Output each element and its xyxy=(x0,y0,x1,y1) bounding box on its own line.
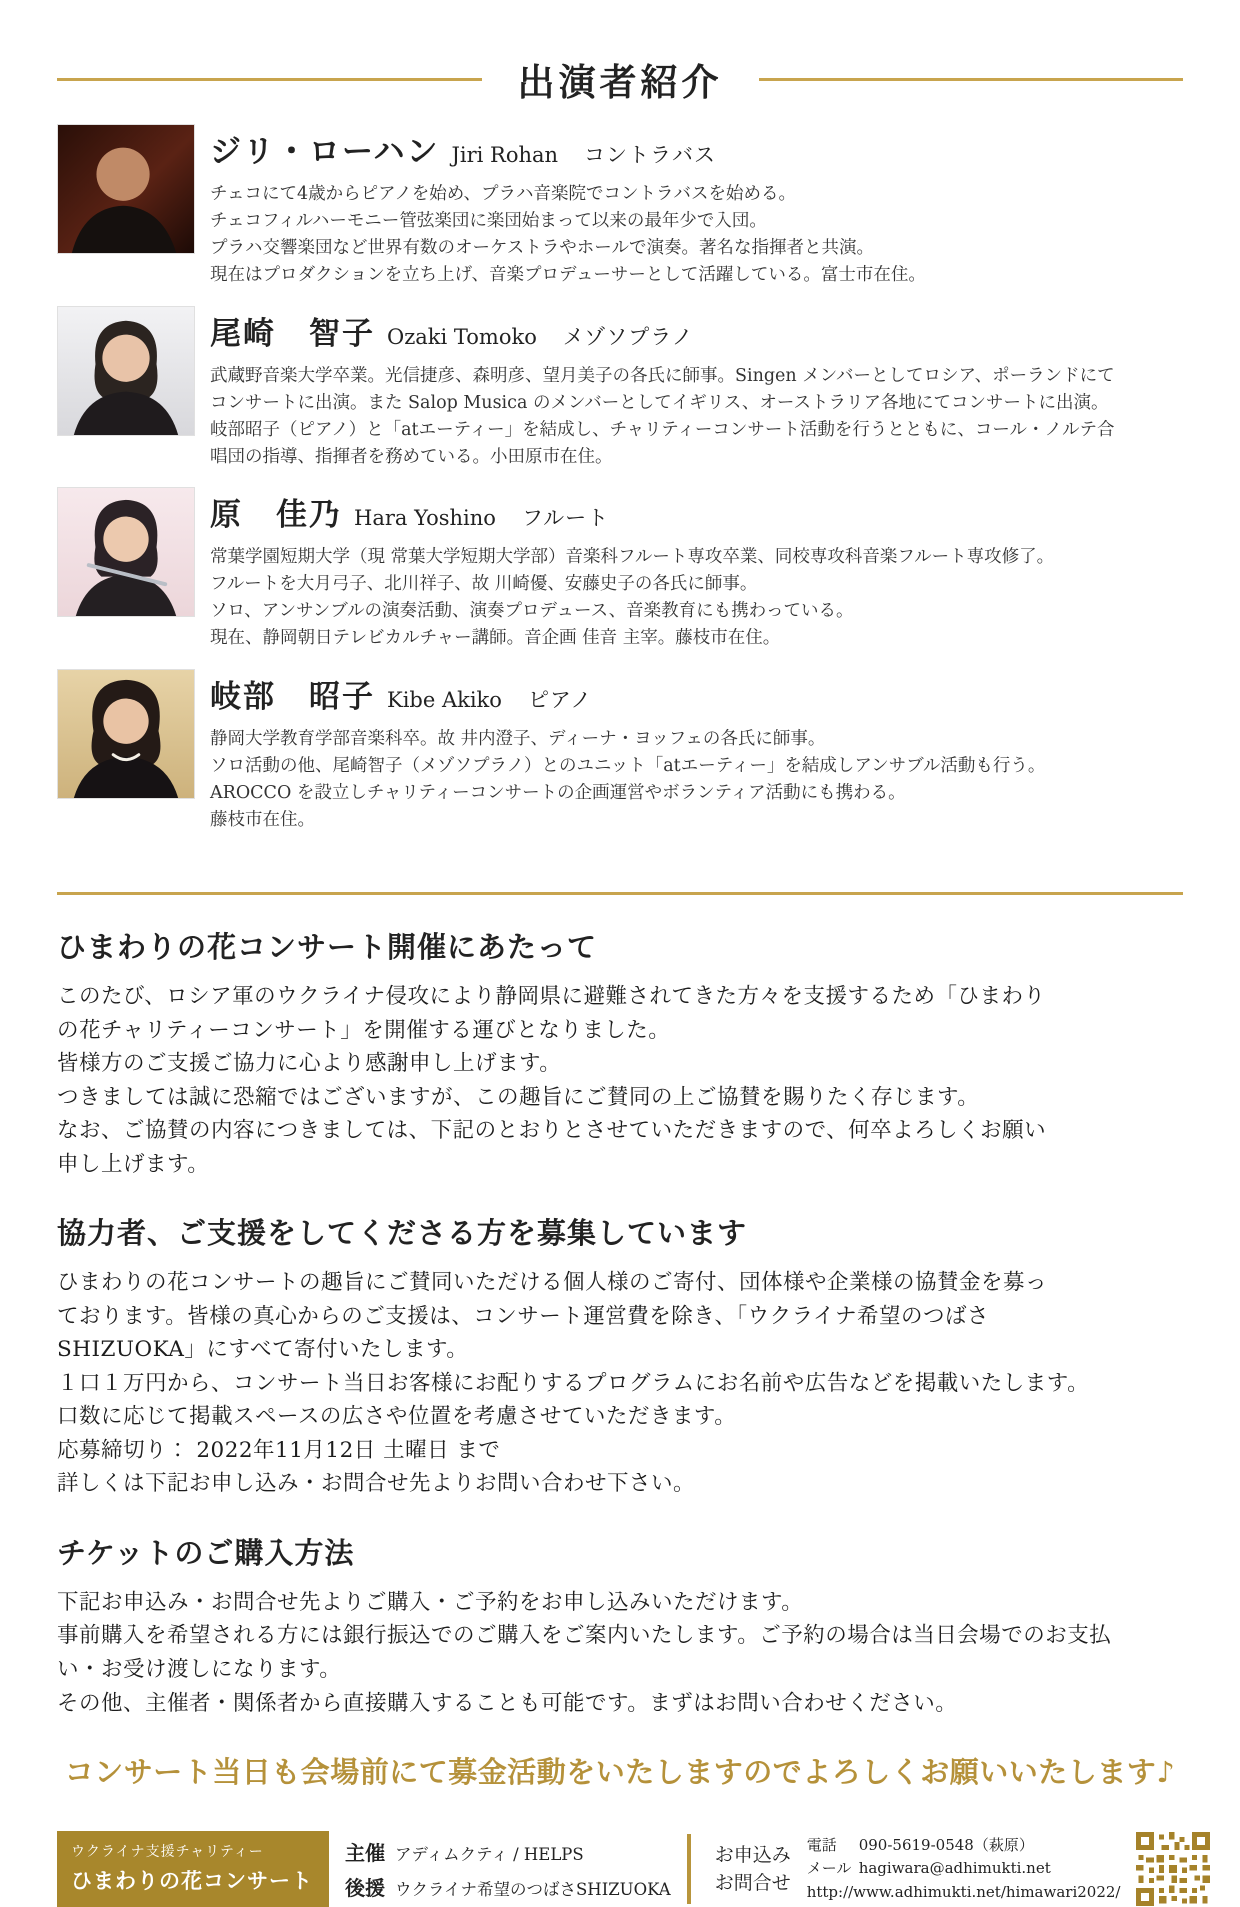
performer-instrument: メゾソプラノ xyxy=(562,324,694,349)
section-line: 申し上げます。 xyxy=(57,1151,210,1177)
bio-line: 現在、静岡朝日テレビカルチャー講師。音企画 佳音 主宰。藤枝市在住。 xyxy=(210,628,781,649)
bio-line: ソロ、アンサンブルの演奏活動、演奏プロデュース、音楽教育にも携わっている。 xyxy=(210,601,854,622)
website-url: http://www.adhimukti.net/himawari2022/ xyxy=(806,1882,1121,1901)
section-concert-announcement xyxy=(57,925,1183,1181)
supporter-value: ウクライナ希望のつばさSHIZUOKA xyxy=(395,1880,671,1900)
badge-subtitle: ウクライナ支援チャリティー xyxy=(71,1844,264,1861)
performer-instrument: フルート xyxy=(521,506,610,530)
bio-line: AROCCO を設立しチャリティーコンサートの企画運営やボランティア活動にも携わる。 xyxy=(210,782,906,803)
gold-rule-right xyxy=(759,78,1184,81)
section-line: 応募締切り： 2022年11月12日 土曜日 まで xyxy=(57,1437,501,1463)
section-line: の花チャリティーコンサート」を開催する運びとなりました。 xyxy=(57,1017,671,1043)
performer-instrument: ピアノ xyxy=(527,687,593,712)
performer-name-row xyxy=(210,671,1183,716)
performer-info xyxy=(210,487,1183,653)
phone-label: 電話 xyxy=(806,1836,837,1855)
performer-photo-jiri-rohan xyxy=(57,124,195,254)
section-line: ております。皆様の真心からのご支援は、コンサート運営費を除き、「ウクライナ希望のつばさ xyxy=(57,1303,990,1329)
email-row xyxy=(807,1857,1121,1880)
phone-row xyxy=(807,1834,1121,1857)
organizer-value: アディムクティ / HELPS xyxy=(395,1845,584,1865)
bio-line: 現在はプロダクションを立ち上げ、音楽プロデューサーとして活躍している。富士市在住。 xyxy=(210,265,926,286)
performer-row-kibe-akiko xyxy=(57,669,1183,835)
contact-label-line2: お問合せ xyxy=(714,1872,791,1895)
section-line: このたび、ロシア軍のウクライナ侵攻により静岡県に避難されてきた方々を支援するため「ひまわり xyxy=(57,984,1046,1009)
section-heading: 協力者、ご支援をしてくださる方を募集しています xyxy=(57,1216,748,1251)
person-silhouette-icon xyxy=(58,488,194,616)
charity-title-badge xyxy=(57,1831,329,1907)
organizer-row xyxy=(345,1837,671,1866)
supporter-row xyxy=(345,1872,671,1901)
person-silhouette-icon xyxy=(58,125,194,253)
section-line: つきましては誠に恐縮ではございますが、この趣旨にご賛同の上ご協賛を賜りたく存じます。 xyxy=(57,1084,980,1110)
bio-line: フルートを大月弓子、北川祥子、故 川崎優、安藤史子の各氏に師事。 xyxy=(210,574,758,595)
performer-bio xyxy=(210,363,1183,472)
section-line: その他、主催者・関係者から直接購入することも可能です。まずはお問い合わせください。 xyxy=(57,1690,958,1716)
bio-line: プラハ交響楽団など世界有数のオーケストラやホールで演奏。著名な指揮者と共演。 xyxy=(210,238,874,259)
bio-line: ソロ活動の他、尾崎智子（メゾソプラノ）とのユニット「atエーティー」を結成しアンサブル活動も行う。 xyxy=(210,755,1046,776)
performer-bio xyxy=(210,181,1183,290)
email-label: メール xyxy=(806,1859,852,1878)
contact-label-line1: お申込み xyxy=(714,1843,791,1866)
bio-line: コンサートに出演。また Salop Musica のメンバーとしてイギリス、オーストラリア各地にてコンサートに出演。 xyxy=(210,392,1109,413)
organizer-label: 主催 xyxy=(345,1841,385,1866)
section-line: 皆様方のご支援ご協力に心より感謝申し上げます。 xyxy=(57,1051,562,1077)
email-value: hagiwara@adhimukti.net xyxy=(858,1859,1051,1878)
qr-code-icon xyxy=(1136,1832,1210,1906)
bio-line: 藤枝市在住。 xyxy=(210,809,315,830)
section-line: い・お受け渡しになります。 xyxy=(57,1656,342,1682)
contact-label xyxy=(715,1841,791,1898)
supporter-label: 後援 xyxy=(345,1876,385,1901)
performer-romaji: Jiri Rohan xyxy=(451,143,559,167)
performer-info xyxy=(210,306,1183,472)
footer-vertical-rule xyxy=(687,1834,691,1904)
section-supporters-recruitment xyxy=(57,1211,1183,1501)
section-line: 事前購入を希望される方には銀行振込でのご購入をご案内いたします。ご予約の場合は当日会場でのお支払 xyxy=(57,1623,1112,1649)
section-line: １口１万円から、コンサート当日お客様にお配りするプログラムにお名前や広告などを掲載いたします。 xyxy=(57,1370,1090,1396)
organizer-block xyxy=(345,1831,671,1907)
badge-title: ひまわりの花コンサート xyxy=(71,1868,313,1894)
performer-romaji: Ozaki Tomoko xyxy=(387,324,537,349)
section-line: 詳しくは下記お申し込み・お問合せ先よりお問い合わせ下さい。 xyxy=(57,1471,696,1497)
phone-value: 090-5619-0548（萩原） xyxy=(858,1836,1034,1855)
performer-romaji: Hara Yoshino xyxy=(354,506,496,530)
performer-name: ジリ・ローハン xyxy=(210,134,440,170)
section-line: 口数に応じて掲載スペースの広さや位置を考慮させていただきます。 xyxy=(57,1404,737,1430)
bio-line: チェコフィルハーモニー管弦楽団に楽団始まって以来の最年少で入団。 xyxy=(210,211,767,232)
section-divider-rule xyxy=(57,892,1183,895)
performer-row-hara-yoshino xyxy=(57,487,1183,653)
performer-row-jiri-rohan xyxy=(57,124,1183,290)
performer-name: 尾崎 智子 xyxy=(210,315,375,352)
performer-name: 原 佳乃 xyxy=(210,497,342,533)
performer-row-ozaki-tomoko xyxy=(57,306,1183,472)
section-line: ひまわりの花コンサートの趣旨にご賛同いただける個人様のご寄付、団体様や企業様の協賛金を募っ xyxy=(57,1270,1048,1296)
bio-line: 常葉学園短期大学（現 常葉大学短期大学部）音楽科フルート専攻卒業、同校専攻科音楽フルート専攻修了。 xyxy=(210,547,1055,567)
gold-rule-left xyxy=(57,78,482,81)
performer-photo-kibe-akiko xyxy=(57,669,195,799)
contact-details xyxy=(807,1834,1121,1904)
performer-bio xyxy=(210,544,1183,653)
footer xyxy=(57,1831,1183,1907)
section-heading: チケットのご購入方法 xyxy=(57,1535,355,1570)
section-ticket-purchase xyxy=(57,1531,1183,1720)
performer-info xyxy=(210,669,1183,835)
performer-photo-ozaki-tomoko xyxy=(57,306,195,436)
performer-name-row xyxy=(210,308,1183,353)
donation-banner-text: コンサート当日も会場前にて募金活動をいたしますのでよろしくお願いいたします♪ xyxy=(64,1755,1176,1790)
performer-info xyxy=(210,124,1183,290)
section-line: なお、ご協賛の内容につきましては、下記のとおりとさせていただきますので、何卒よろしくお願い xyxy=(57,1118,1047,1144)
bio-line: 唱団の指導、指揮者を務めている。小田原市在住。 xyxy=(210,446,613,467)
section-line: 下記お申込み・お問合せ先よりご購入・ご予約をお申し込みいただけます。 xyxy=(57,1589,804,1615)
performer-bio xyxy=(210,726,1183,835)
performer-romaji: Kibe Akiko xyxy=(387,687,502,712)
bio-line: 武蔵野音楽大学卒業。光信捷彦、森明彦、望月美子の各氏に師事。Singen メンバーとしてロシア、ポーランドにて xyxy=(210,365,1115,386)
section-line: SHIZUOKA」にすべて寄付いたします。 xyxy=(57,1337,469,1363)
bio-line: 岐部昭子（ピアノ）と「atエーティー」を結成し、チャリティーコンサート活動を行うとともに、コール・ノルテ合 xyxy=(210,419,1115,440)
performer-name-row xyxy=(210,489,1183,534)
performer-name-row xyxy=(210,126,1183,171)
page-title-row xyxy=(57,52,1183,106)
performer-name: 岐部 昭子 xyxy=(210,678,375,715)
performer-instrument: コントラバス xyxy=(584,143,717,167)
bio-line: 静岡大学教育学部音楽科卒。故 井内澄子、ディーナ・ヨッフェの各氏に師事。 xyxy=(210,728,826,749)
person-silhouette-icon xyxy=(58,307,194,435)
bio-line: チェコにて4歳からピアノを始め、プラハ音楽院でコントラバスを始める。 xyxy=(210,184,797,204)
section-heading: ひまわりの花コンサート開催にあたって xyxy=(57,930,598,964)
person-silhouette-icon xyxy=(58,670,194,798)
page-title: 出演者紹介 xyxy=(517,60,723,104)
performer-photo-hara-yoshino xyxy=(57,487,195,617)
